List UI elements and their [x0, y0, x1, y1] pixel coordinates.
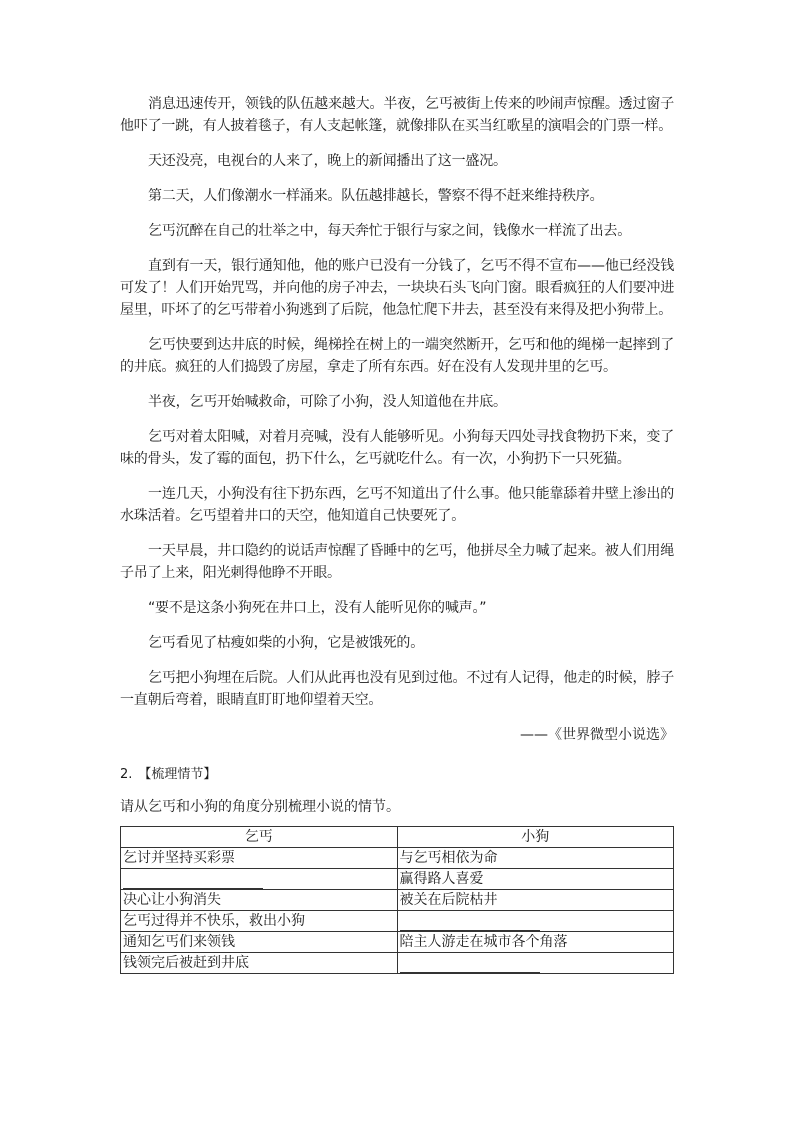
table-row: [121, 869, 674, 890]
story-paragraph: 消息迅速传开，领钱的队伍越来越大。半夜，乞丐被街上传来的吵闹声惊醒。透过窗子他吓了一跳，有人披着毯子，有人支起帐篷，就像排队在买当红歌星的演唱会的门票一样。: [120, 96, 674, 134]
plot-table: [120, 826, 674, 974]
story-paragraph: 一连几天，小狗没有往下扔东西，乞丐不知道出了什么事。他只能靠舔着井壁上渗出的水珠活着。乞丐望着井口的天空，他知道自己快要死了。: [120, 486, 674, 524]
answer-blank[interactable]: [400, 916, 540, 931]
answer-blank[interactable]: [123, 874, 263, 889]
dog-plot-cell: 与乞丐相依为命: [397, 848, 674, 869]
story-paragraph: 乞丐看见了枯瘦如柴的小狗，它是被饿死的。: [148, 635, 424, 651]
beggar-plot-cell: 通知乞丐们来领钱: [121, 932, 398, 953]
table-row: [121, 848, 674, 869]
table-row: [121, 890, 674, 911]
table-row: [121, 911, 674, 932]
story-paragraph: 乞丐沉醉在自己的壮举之中，每天奔忙于银行与家之间，钱像水一样流了出去。: [148, 223, 631, 239]
story-paragraph: 半夜，乞丐开始喊救命，可除了小狗，没人知道他在井底。: [148, 394, 507, 410]
dog-plot-cell[interactable]: [397, 911, 674, 932]
story-paragraph: 天还没亮，电视台的人来了，晚上的新闻播出了这一盛况。: [148, 153, 507, 169]
dog-plot-cell[interactable]: [397, 953, 674, 974]
story-source: ——《世界微型小说选》: [520, 727, 674, 743]
document-content: [120, 93, 674, 974]
dog-plot-cell: 被关在后院枯井: [397, 890, 674, 911]
beggar-plot-cell: 乞讨并坚持买彩票: [121, 848, 398, 869]
dog-plot-cell: 陪主人游走在城市各个角落: [397, 932, 674, 953]
question-prompt: 请从乞丐和小狗的角度分别梳理小说的情节。: [120, 799, 400, 815]
story-paragraph: 一天早晨，井口隐约的说话声惊醒了昏睡中的乞丐，他拼尽全力喊了起来。被人们用绳子吊了上来，阳光刺得他睁不开眼。: [120, 543, 674, 581]
beggar-plot-cell: 乞丐过得并不快乐，救出小狗: [121, 911, 398, 932]
story-paragraph: 乞丐把小狗埋在后院。人们从此再也没有见到过他。不过有人记得，他走的时候，脖子一直朝后弯着，眼睛直盯盯地仰望着天空。: [120, 670, 674, 708]
question-title: 【梳理情节】: [138, 767, 217, 782]
story-paragraph: “要不是这条小狗死在井口上，没有人能听见你的喊声。”: [148, 600, 487, 616]
story-text: [120, 93, 674, 711]
story-paragraph: 直到有一天，银行通知他，他的账户已没有一分钱了，乞丐不得不宣布——他已经没钱可发了！人们开始咒骂，并向他的房子冲去，一块块石头飞向门窗。眼看疯狂的人们要冲进屋里，吓坏了的乞丐带着小狗逃到了后院，他急忙爬下井去，甚至没有来得及把小狗带上。: [120, 258, 674, 318]
question-heading: [120, 764, 674, 786]
beggar-plot-cell: 决心让小狗消失: [121, 890, 398, 911]
answer-blank[interactable]: [400, 958, 540, 973]
question-number: 2.: [120, 767, 133, 782]
table-header-row: [121, 827, 674, 848]
story-paragraph: 乞丐快要到达井底的时候，绳梯拴在树上的一端突然断开，乞丐和他的绳梯一起摔到了的井底。疯狂的人们捣毁了房屋，拿走了所有东西。好在没有人发现井里的乞丐。: [120, 337, 674, 375]
beggar-plot-cell[interactable]: [121, 869, 398, 890]
column-header-dog: 小狗: [397, 827, 674, 848]
table-row: [121, 932, 674, 953]
column-header-beggar: 乞丐: [121, 827, 398, 848]
story-paragraph: 第二天，人们像潮水一样涌来。队伍越排越长，警察不得不赶来维持秩序。: [148, 188, 604, 204]
table-row: [121, 953, 674, 974]
story-paragraph: 乞丐对着太阳喊，对着月亮喊，没有人能够听见。小狗每天四处寻找食物扔下来，变了味的骨头，发了霉的面包，扔下什么，乞丐就吃什么。有一次，小狗扔下一只死猫。: [120, 429, 674, 467]
beggar-plot-cell: 钱领完后被赶到井底: [121, 953, 398, 974]
dog-plot-cell: 赢得路人喜爱: [397, 869, 674, 890]
